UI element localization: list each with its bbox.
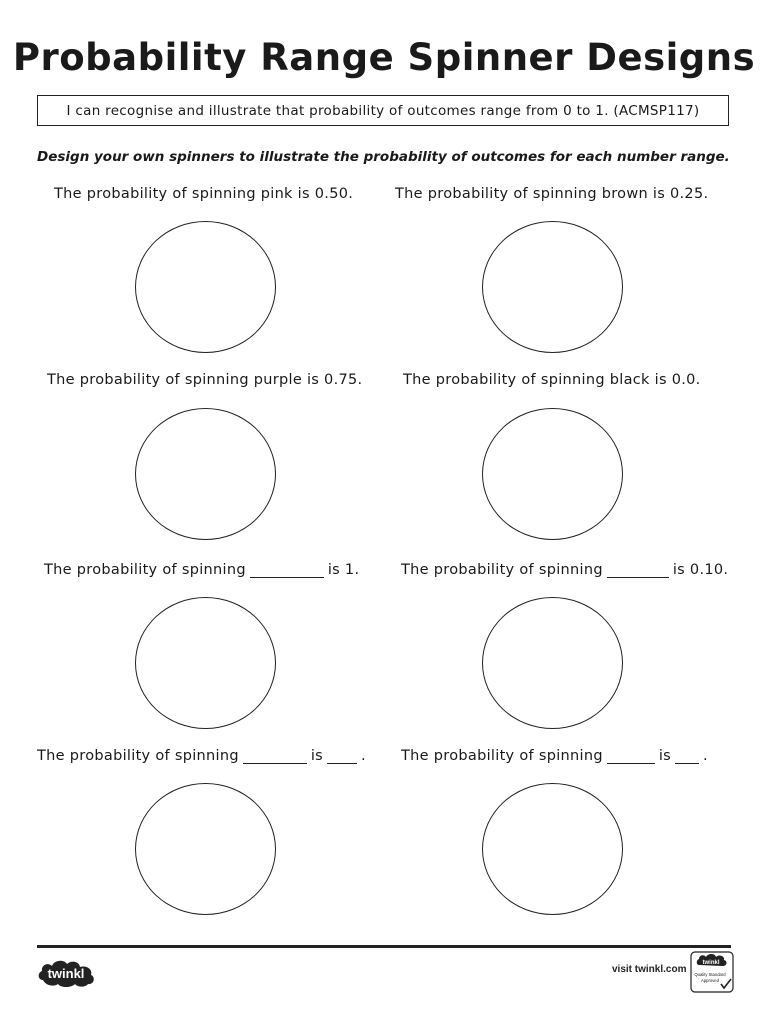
prompt-blank-1: [44, 562, 359, 578]
prompt-blank-3: [37, 748, 366, 764]
quality-standard-badge: [690, 951, 734, 993]
spinner-circle-4[interactable]: [482, 597, 623, 729]
prompt-text: .: [703, 748, 708, 764]
footer-divider: [37, 945, 731, 948]
badge-text: Approved: [701, 978, 719, 983]
badge-text: Quality Standard: [694, 972, 726, 977]
spinner-circle-black[interactable]: [482, 408, 623, 540]
prompt-pink: [54, 186, 353, 202]
prompt-text: The probability of spinning: [401, 562, 603, 578]
learning-objective-text: I can recognise and illustrate that probability of outcomes range from 0 to 1. (ACMSP117): [66, 102, 700, 119]
prompt-text: The probability of spinning pink is 0.50.: [54, 186, 354, 202]
prompt-text: The probability of spinning: [37, 748, 239, 764]
prompt-blank-4: [401, 748, 708, 764]
page-title: Probability Range Spinner Designs: [12, 36, 756, 79]
prompt-blank-2: [401, 562, 728, 578]
spinner-circle-purple[interactable]: [135, 408, 276, 540]
prompt-text: is 1.: [327, 562, 360, 578]
visit-link[interactable]: visit twinkl.com: [612, 964, 687, 975]
twinkl-logo: [37, 958, 99, 988]
colour-blank-line[interactable]: [607, 565, 669, 578]
prompt-text: The probability of spinning: [401, 748, 603, 764]
prompt-text: The probability of spinning: [44, 562, 246, 578]
prompt-text: .: [361, 748, 366, 764]
probability-blank-line[interactable]: [327, 751, 357, 764]
learning-objective-box: [37, 95, 729, 126]
prompt-text: The probability of spinning black is 0.0.: [403, 372, 701, 388]
colour-blank-line[interactable]: [243, 751, 307, 764]
probability-blank-line[interactable]: [675, 751, 699, 764]
prompt-brown: [395, 186, 708, 202]
spinner-circle-5[interactable]: [135, 783, 276, 915]
badge-logo-text: twinkl: [702, 960, 720, 966]
spinner-circle-3[interactable]: [135, 597, 276, 729]
prompt-black: [403, 372, 701, 388]
prompt-text: The probability of spinning purple is 0.75.: [47, 372, 363, 388]
prompt-text: is: [310, 748, 324, 764]
spinner-circle-6[interactable]: [482, 783, 623, 915]
instruction-text: Design your own spinners to illustrate the probability of outcomes for each number range.: [37, 149, 730, 165]
prompt-text: is: [658, 748, 672, 764]
spinner-circle-brown[interactable]: [482, 221, 623, 353]
prompt-purple: [47, 372, 362, 388]
spinner-circle-pink[interactable]: [135, 221, 276, 353]
prompt-text: The probability of spinning brown is 0.25.: [395, 186, 709, 202]
colour-blank-line[interactable]: [250, 565, 324, 578]
logo-text: twinkl: [47, 966, 85, 981]
colour-blank-line[interactable]: [607, 751, 655, 764]
prompt-text: is 0.10.: [672, 562, 729, 578]
